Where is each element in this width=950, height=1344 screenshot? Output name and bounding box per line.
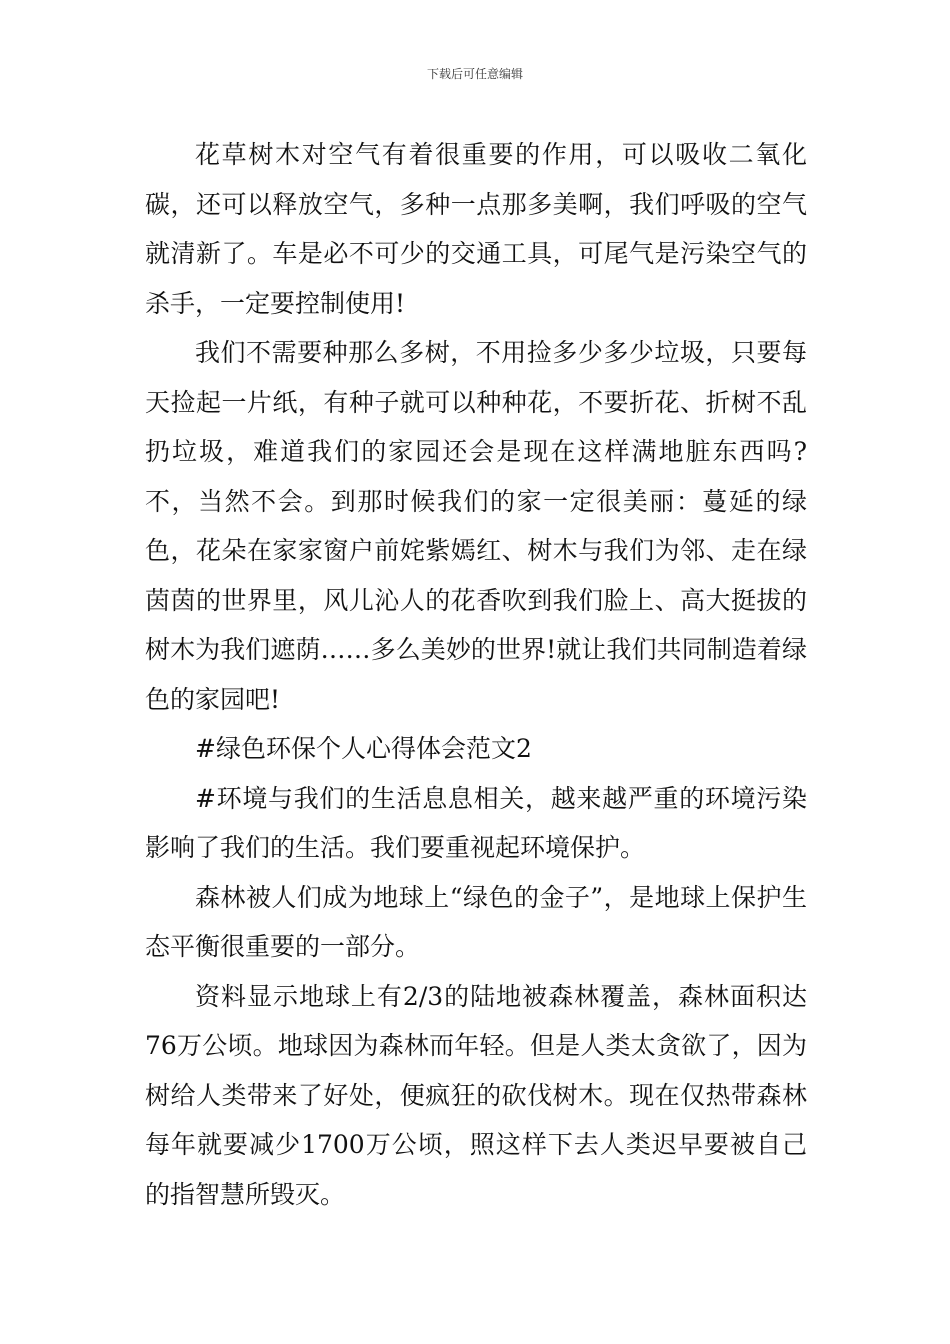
paragraph-environment: #环境与我们的生活息息相关，越来越严重的环境污染影响了我们的生活。我们要重视起环境保护。 xyxy=(145,783,807,862)
paragraph-forest-gold: 森林被人们成为地球上“绿色的金子”，是地球上保护生态平衡很重要的一部分。 xyxy=(145,882,807,961)
paragraph-forest-data: 资料显示地球上有2/3的陆地被森林覆盖，森林面积达76万公顷。地球因为森林而年轻。但是人类太贪欲了，因为树给人类带来了好处，便疯狂的砍伐树木。现在仅热带森林每年就要减少1700万公顷，照这样下去人类迟早要被自己的指智慧所毁灭。 xyxy=(145,981,807,1209)
paragraph-plants-air: 花草树木对空气有着很重要的作用，可以吸收二氧化碳，还可以释放空气，多种一点那多美啊，我们呼吸的空气就清新了。车是必不可少的交通工具，可尾气是污染空气的杀手，一定要控制使用! xyxy=(145,140,807,318)
section-heading: #绿色环保个人心得体会范文2 xyxy=(195,734,532,763)
paragraph-green-home: 我们不需要种那么多树，不用捡多少多少垃圾，只要每天捡起一片纸，有种子就可以种种花，不要折花、折树不乱扔垃圾，难道我们的家园还会是现在这样满地脏东西吗?不，当然不会。到那时候我们的家一定很美丽：蔓延的绿色，花朵在家家窗户前姹紫嫣红、树木与我们为邻、走在绿茵茵的世界里，风儿沁人的花香吹到我们脸上、高大挺拔的树木为我们遮荫……多么美妙的世界!就让我们共同制造着绿色的家园吧! xyxy=(145,338,807,714)
document-body xyxy=(145,130,807,1219)
page-header: 下载后可任意编辑 xyxy=(426,67,523,81)
